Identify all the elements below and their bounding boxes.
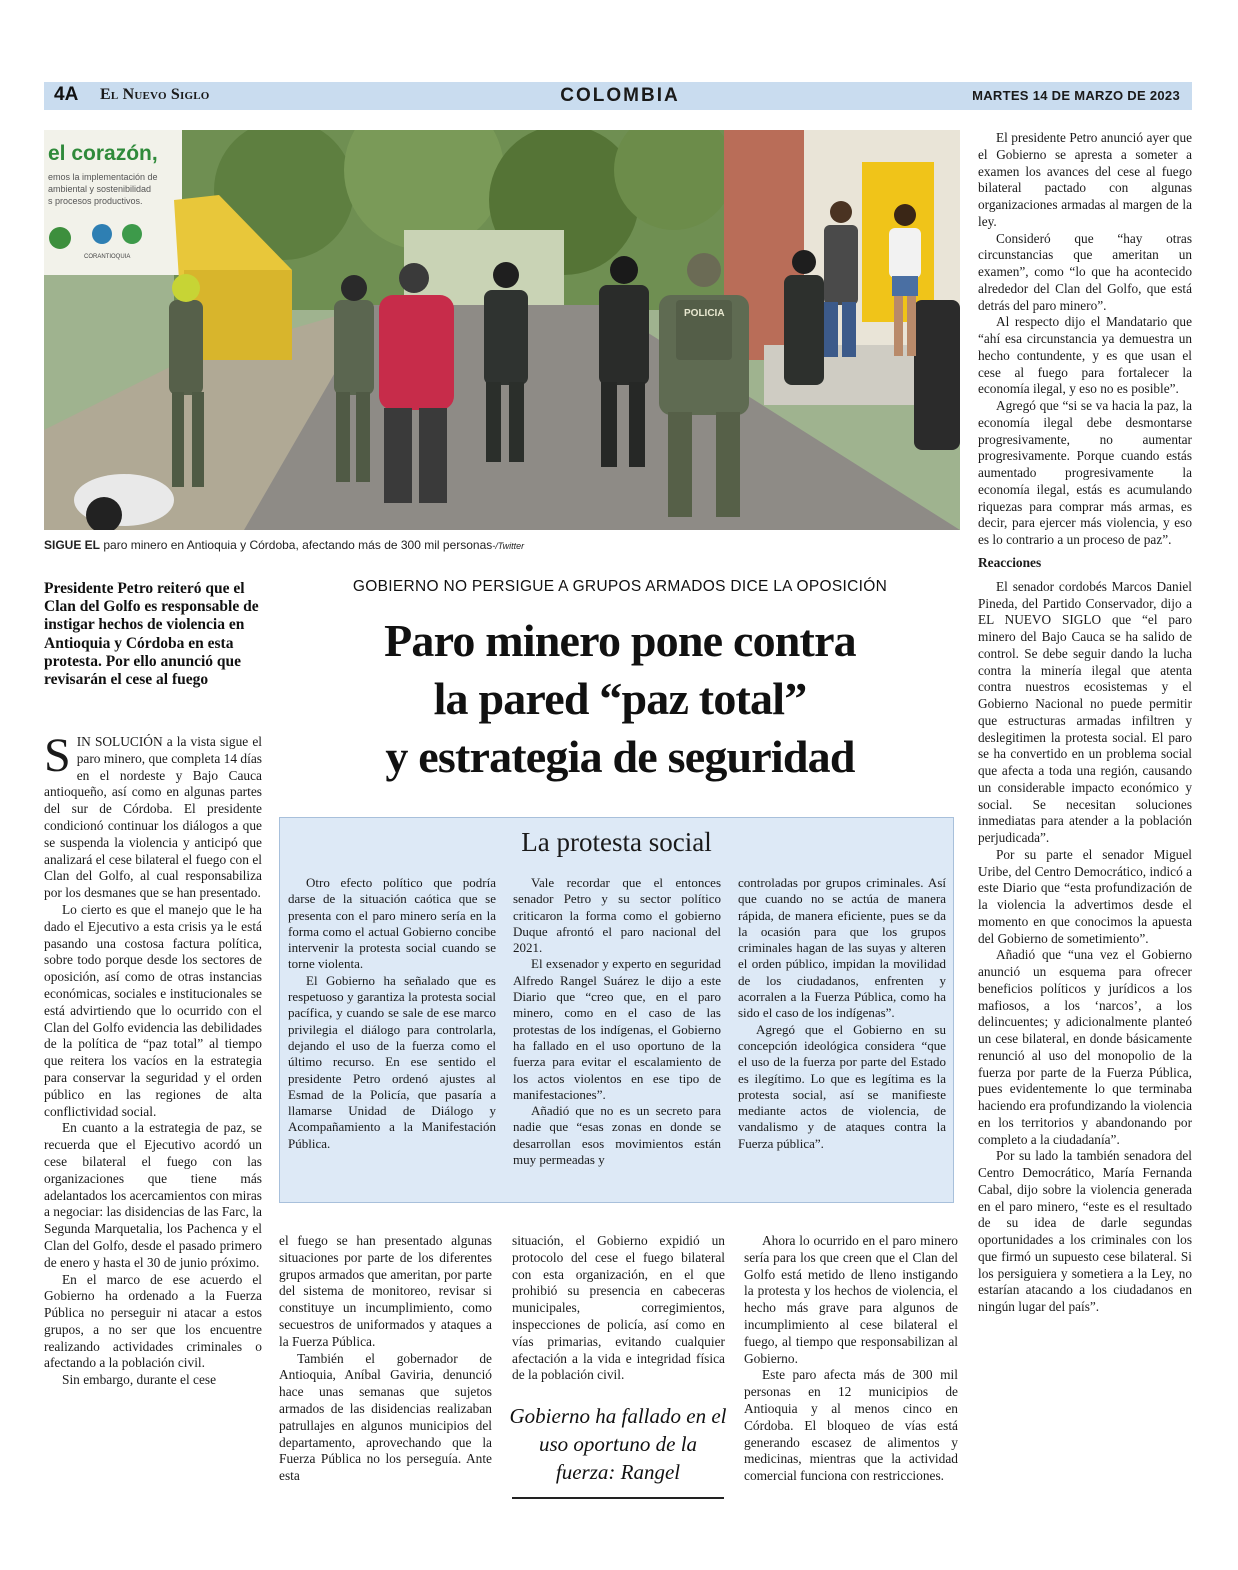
article-column-4 <box>744 1233 958 1485</box>
paragraph: En cuanto a la estrategia de paz, se recuerda que el Ejecutivo acordó un cese bilateral el fuego con las organizaciones que tiene más adelantados los acercamientos con miras a negociar: las disidencias de las Farc, la Segunda Marquetalia, los Pachenca y el Clan del Golfo, desde el pasado primero de enero y hasta el 30 de junio próximo. <box>44 1120 262 1270</box>
kicker: GOBIERNO NO PERSIGUE A GRUPOS ARMADOS DICE LA OPOSICIÓN <box>352 578 888 595</box>
paragraph: controladas por grupos criminales. Así que cuando no se actúa de manera rápida, de manera eficiente, pues se da la ocasión para que los grupos criminales hagan de las suyas y alteren el orden público, impidan la movilidad de los ciudadanos, enfrenten y acorralen a la Fuerza Pública, como ha sido el caso de los indígenas”. <box>738 875 946 1021</box>
article-column-5 <box>978 130 1192 1316</box>
sidebar-column-2 <box>513 875 721 1168</box>
paragraph: Por su parte el senador Miguel Uribe, del Centro Democrático, indicó a este Diario que “esta profundización de la violencia la advertimos desde el momento en que conocimos la apuesta del Gobierno de sometimiento”. <box>978 846 1192 946</box>
paragraph: Este paro afecta más de 300 mil personas en 12 municipios de Antioquia y al menos cinco en Córdoba. El bloqueo de vías está generando escasez de alimentos y medicinas, mientras que la actividad comercial funciona con restricciones. <box>744 1367 958 1484</box>
paragraph: Agregó que “si se va hacia la paz, la economía ilegal debe desmontarse progresivamente, no aumentar progresivamente. Porque cuando estás aumentado progresivamente la economía ilegal, estás es acumulando riquezas para comprar más armas, es decir, para ejercer más violencia, y eso es lo contrario a un proceso de paz”. <box>978 398 1192 547</box>
masthead: El Nuevo Siglo <box>100 86 210 103</box>
sidebar-column-3 <box>738 875 946 1152</box>
headline-line-2: la pared “paz total” <box>433 673 807 724</box>
paragraph-text: IN SOLUCIÓN a la vista sigue el paro minero, que completa 14 días en el nordeste y Bajo Cauca antioqueño, así como en algunas partes del sur de Córdoba. El presidente condicionó continuar los diálogos a que se suspenda la violencia y anticipó que analizará el cese bilateral el fuego con el Clan del Golfo, al cual responsabiliza por los desmanes que se han presentado. <box>44 734 262 901</box>
pull-quote-rule <box>512 1497 724 1499</box>
paragraph: Lo cierto es que el manejo que le ha dado el Ejecutivo a esta crisis ya le está pasando una costosa factura política, sobre todo porque desde los sectores de oposición, así como de otras instancias económicas, sociales e institucionales se está advirtiendo que lo ocurrido con el Clan del Golfo evidencia las debilidades de la política de “paz total” al tiempo que reitera los vacíos en la estrategia para conservar la seguridad y el orden público en las regiones de alta conflictividad social. <box>44 901 262 1119</box>
paragraph: Ahora lo ocurrido en el paro minero sería para los que creen que el Clan del Golfo está metido de lleno instigando la protesta y los hechos de violencia, el hecho más grave para algunos de incumplimiento al cese bilateral el fuego, al tiempo que responsabilizan al Gobierno. <box>744 1233 958 1366</box>
paragraph: El Gobierno ha señalado que es respetuoso y garantiza la protesta social pacífica, y cuando se sale de ese marco privilegia el diálogo para controlarla, dejando el uso de la fuerza como el último recurso. En ese sentido el presidente Petro ordenó ajustes al Esmad de la Policía, que pasaría a llamarse Unidad de Diálogo y Acompañamiento a la Manifestación Pública. <box>288 972 496 1151</box>
paragraph: Otro efecto político que podría darse de la situación caótica que se presenta con el paro minero sería en la forma como el actual Gobierno concibe intervenir la protesta social cuando se torne violenta. <box>288 875 496 972</box>
section-name: COLOMBIA <box>560 85 680 106</box>
subhead-reacciones: Reacciones <box>978 554 1042 570</box>
paragraph: El exsenador y experto en seguridad Alfredo Rangel Suárez le dijo a este Diario que “creo que, en el paro minero, como en el caso de las protestas de los indígenas, el Gobierno ha fallado en el uso oportuno de la fuerza para evitar el escalamiento de los actos violentos en ese tipo de manifestaciones”. <box>513 956 721 1102</box>
headline-line-3: y estrategia de seguridad <box>385 731 855 782</box>
pull-quote: Gobierno ha fallado en el uso oportuno de la fuerza: Rangel <box>509 1404 727 1484</box>
paragraph <box>44 729 262 902</box>
sign-line-2: ambiental y sostenibilidad <box>48 184 152 194</box>
caption-credit: -/Twitter <box>492 541 525 551</box>
sidebar-column-1 <box>288 875 496 1152</box>
paragraph: Añadió que “una vez el Gobierno anunció un esquema para ofrecer beneficios políticos y jurídicos a los mafiosos, a los ‘narcos’, a los delincuentes; y adicionalmente planteó un cese bilateral, en donde básicamente renunció al uso del monopolio de la fuerza por parte de la Fuerza Pública, pues evidentemente lo que terminaba haciendo era profundizando la violencia en los territorios y abandonando por completo a la ciudadanía”. <box>978 947 1192 1147</box>
paragraph: Vale recordar que el entonces senador Petro y su sector político criticaron la forma como el gobierno Duque afrontó el paro nacional del 2021. <box>513 875 721 956</box>
vest-text: POLICIA <box>684 308 725 319</box>
article-column-1 <box>44 729 262 1389</box>
paragraph: Agregó que el Gobierno en su concepción ideológica considera “que el uso de la fuerza por parte del Estado es ilegítimo. Lo que es legítima es la protesta social, así se manifieste mediante actos de violencia, de vandalismo y de ataques contra la Fuerza pública”. <box>738 1021 946 1151</box>
sidebar-title: La protesta social <box>521 827 712 857</box>
caption-text: paro minero en Antioquia y Córdoba, afectando más de 300 mil personas <box>100 538 493 552</box>
paragraph: También el gobernador de Antioquia, Aníbal Gaviria, denunció hace unas semanas que sujetos armados de las disidencias realizaban patrullajes en algunos municipios del departamento, aprovechando que la Fuerza Pública no los perseguía. Ante esta <box>279 1350 492 1484</box>
sign-title: el corazón, <box>48 142 158 165</box>
issue-date: MARTES 14 DE MARZO DE 2023 <box>972 88 1180 103</box>
article-column-3 <box>512 1233 725 1384</box>
paragraph: Por su lado la también senadora del Centro Democrático, María Fernanda Cabal, dijo sobre la violencia generada en el paro minero, “este es el resultado de su idea de darle segundas oportunidades a los criminales con los que firmó un supuesto cese bilateral. Si los persiguiera y sometiera a la Ley, no estarían atacando a los ciudadanos en ningún lugar del país”. <box>978 1148 1192 1314</box>
paragraph: Sin embargo, durante el cese <box>62 1372 217 1388</box>
photo-caption <box>44 538 960 552</box>
paragraph: El senador cordobés Marcos Daniel Pineda, del Partido Conservador, dijo a EL NUEVO SIGLO que “el paro minero del Bajo Cauca se ha salido de control. Se debe seguir dando la lucha contra la minería ilegal que atenta contra nuestros ecosistemas y el Gobierno Nacional no puede permitir que estructuras armadas infiltren y deslegitimen la protesta social. El paro se ha convertido en un problema social que afecta a toda una región, causando un considerable impacto económico y social. Se necesitan soluciones inmediatas para atender a la población perjudicada”. <box>978 578 1192 845</box>
caption-lead: SIGUE EL <box>44 538 101 552</box>
paragraph: Al respecto dijo el Mandatario que “ahí esa circunstancia ya demuestra un hecho contundente, y es que usan el cese al fuego para fortalecer la economía ilegal, y eso no es posible”. <box>978 314 1192 397</box>
headline <box>280 612 960 786</box>
headline-line-1: Paro minero pone contra <box>384 615 856 666</box>
article-column-2 <box>279 1233 492 1485</box>
paragraph: El presidente Petro anunció ayer que el Gobierno se apresta a someter a examen los avances del cese al fuego bilateral pactado con algunas organizaciones armadas al margen de la ley. <box>978 130 1192 229</box>
paragraph: Consideró que “hay otras circunstancias que ameritan un examen”, como “lo que ha acontecido alrededor del Clan del Golfo, que está detrás del paro minero”. <box>978 230 1192 313</box>
article-summary: Presidente Petro reiteró que el Clan del Golfo es responsable de instigar hechos de violencia en Antioquia y Córdoba en esta protesta. Por ello anunció que revisarán el cese al fuego <box>44 580 259 689</box>
paragraph: En el marco de ese acuerdo el Gobierno ha ordenado a la Fuerza Pública no perseguir ni atacar a estos grupos, a no ser que los encuentre realizando actividades criminales o afectando a la población civil. <box>44 1271 262 1371</box>
paragraph: Añadió que no es un secreto para nadie que “esas zonas en donde se desarrollan esos movimientos están muy permeadas y <box>513 1103 721 1168</box>
page-number: 4A <box>54 84 79 105</box>
paragraph: el fuego se han presentado algunas situaciones por parte de los diferentes grupos armados que ameritan, por parte del sistema de monitoreo, revisar si constituye un incumplimiento, como secuestros de uniformados y ataques a la Fuerza Pública. <box>279 1233 492 1349</box>
drop-cap: S <box>44 729 71 782</box>
sign-logo-text: CORANTIOQUIA <box>84 254 131 260</box>
sign-line-3: s procesos productivos. <box>48 196 143 206</box>
sign-line-1: emos la implementación de <box>48 172 158 182</box>
news-photo <box>44 130 960 530</box>
paragraph: situación, el Gobierno expidió un protocolo del cese el fuego bilateral con esta organización, en el que prohibió su presencia en cabeceras municipales, corregimientos, inspecciones de policía, así como en vías primarias, evitando cualquier afectación a la vida e integridad física de la población civil. <box>512 1233 725 1383</box>
photo-scene <box>44 130 960 530</box>
